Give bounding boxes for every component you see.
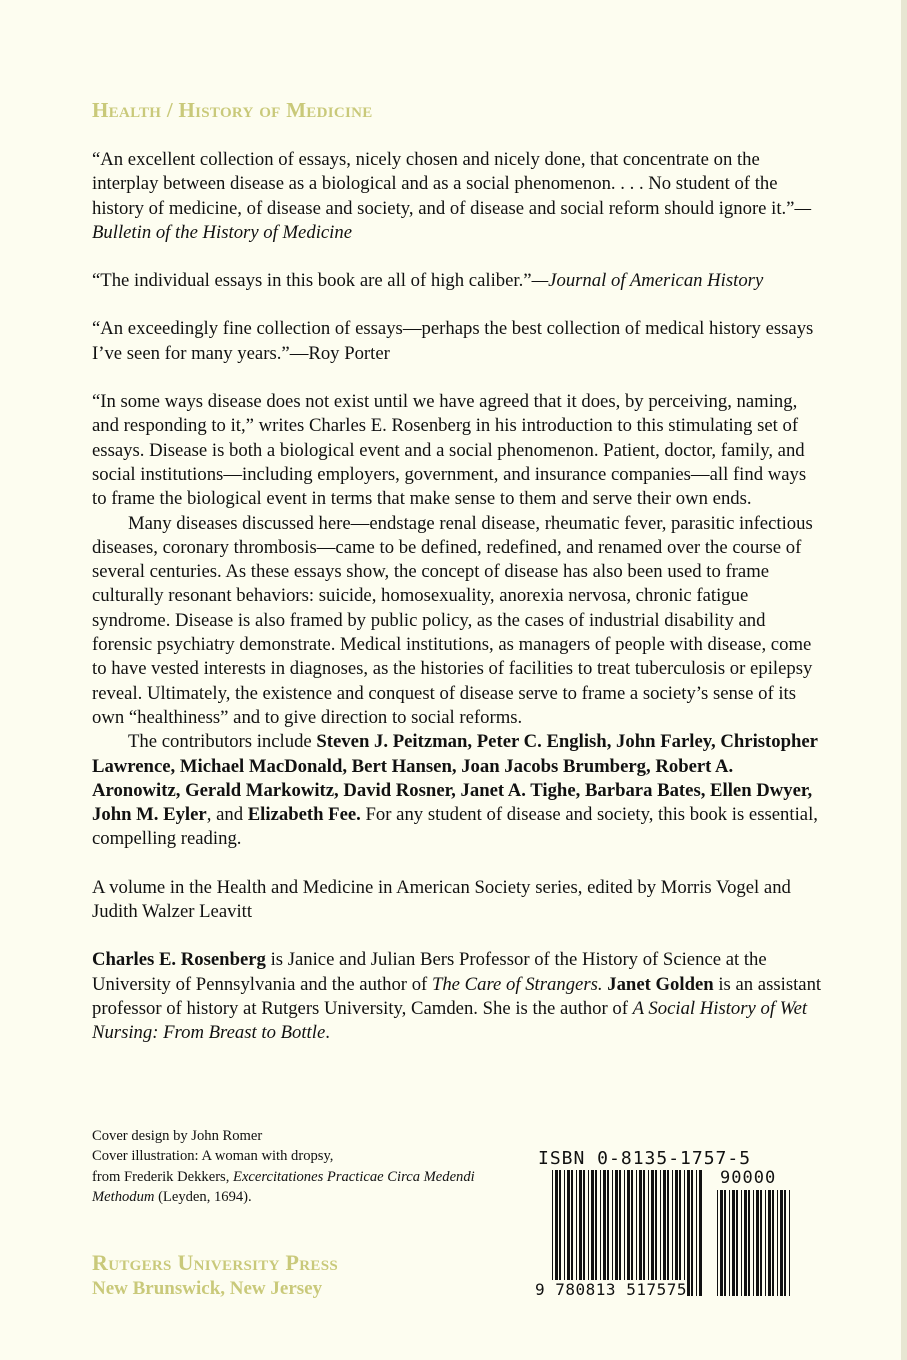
illustration-source — [92, 1167, 512, 1208]
author-1-book: The Care of Strangers. — [431, 973, 603, 995]
author-2-bio: is an assistant professor of history at Rutgers University, Camden. She is the author of — [92, 973, 822, 1019]
publisher-location: New Brunswick, New Jersey — [92, 1278, 323, 1299]
contributor-names: Steven J. Peitzman, Peter C. English, John Farley, Christopher Lawrence, Michael MacDonald, Bert Hansen, Joan Jacobs Brumberg, Robert A. Aronowitz, Gerald Markowitz, David Rosner, Janet A. Tighe, Barbara Bates, Ellen Dwyer, John M. Eyler — [92, 731, 818, 826]
publisher-name: Rutgers University Press — [92, 1250, 338, 1275]
quote-text: “The individual essays in this book are all of high caliber.” — [92, 270, 532, 292]
illustration-source-prefix: from Frederik Dekkers, — [92, 1168, 234, 1185]
publisher — [92, 1250, 338, 1300]
ean-number: 9 780813 517575 — [535, 1280, 687, 1299]
illustration-title: Excercitationes Practicae Circa Medendi Methodum — [92, 1168, 475, 1205]
contributors-intro: The contributors include — [128, 731, 317, 753]
author-bios — [92, 948, 822, 1045]
quote-source: —Roy Porter — [289, 342, 390, 364]
quote-3 — [92, 317, 822, 366]
contributors-and: , and — [206, 804, 248, 826]
description-paragraph-1: “In some ways disease does not exist until we have agreed that it does, by perceiving, naming, and responding to it,” writes Charles E. Rosenberg in his introduction to this stimulating set of essays. Disease is both a biological event and a social phenomenon. Patient, doctor, family, and social institutions—including employers, government, and insurance companies—all find ways to frame the biological event in terms that make sense to them and serve their own ends. — [92, 391, 807, 510]
author-2-book: A Social History of Wet Nursing: From Breast to Bottle — [92, 997, 808, 1044]
author-2-name: Janet Golden — [607, 973, 714, 995]
quote-1 — [92, 148, 822, 245]
quote-text: “An excellent collection of essays, nicely chosen and nicely done, that concentrate on the interplay between disease as a biological and as a social phenomenon. . . . No student of the history of medicine, of disease and society, and of disease and social reform should ignore it.” — [92, 149, 795, 219]
design-credit: Cover design by John Romer — [92, 1128, 263, 1144]
category-heading: Health / History of Medicine — [92, 98, 373, 122]
page-edge — [901, 0, 907, 1360]
contributor-last: Elizabeth Fee. — [247, 804, 361, 826]
contributors-end: For any student of disease and society, this book is essential, compelling reading. — [92, 804, 818, 850]
quote-2 — [92, 269, 822, 293]
illustration-credit: Cover illustration: A woman with dropsy, — [92, 1148, 334, 1165]
series-note: A volume in the Health and Medicine in American Society series, edited by Morris Vogel and Judith Walzer Leavitt — [92, 876, 791, 923]
addon-number: 90000 — [720, 1168, 777, 1188]
quote-source: —Bulletin of the History of Medicine — [92, 197, 812, 243]
cover-credits — [92, 1126, 512, 1207]
author-1-name: Charles E. Rosenberg — [92, 949, 266, 971]
barcode-icon — [552, 1170, 702, 1296]
barcode-addon-icon — [717, 1190, 791, 1296]
author-2-end: . — [325, 1022, 330, 1044]
illustration-source-end: (Leyden, 1694). — [154, 1188, 252, 1205]
back-cover-text — [92, 98, 822, 1046]
description-paragraph-2: Many diseases discussed here—endstage renal disease, rheumatic fever, parasitic infectious diseases, coronary thrombosis—came to be defined, redefined, and renamed over the course of several centuries. As these essays show, the concept of disease has also been used to frame culturally resonant behaviors: suicide, homosexuality, anorexia nervosa, chronic fatigue syndrome. Disease is also framed by public policy, as the cases of industrial disability and forensic psychiatry demonstrate. Medical institutions, as managers of people with disease, come to have vested interests in diagnoses, as the histories of facilities to treat tuberculosis or epilepsy reveal. Ultimately, the existence and conquest of disease serve to frame a society’s sense of its own “healthiness” and to give direction to social reforms. — [92, 512, 813, 728]
description-paragraph-3 — [92, 730, 822, 851]
isbn-label: ISBN 0-8135-1757-5 — [538, 1148, 752, 1169]
author-1-bio: is Janice and Julian Bers Professor of the History of Science at the University of Pennsylvania and the author of — [92, 949, 767, 995]
quote-source: —Journal of American History — [531, 270, 764, 292]
quote-text: “An exceedingly fine collection of essays—perhaps the best collection of medical history essays I’ve seen for many years.” — [92, 318, 814, 364]
